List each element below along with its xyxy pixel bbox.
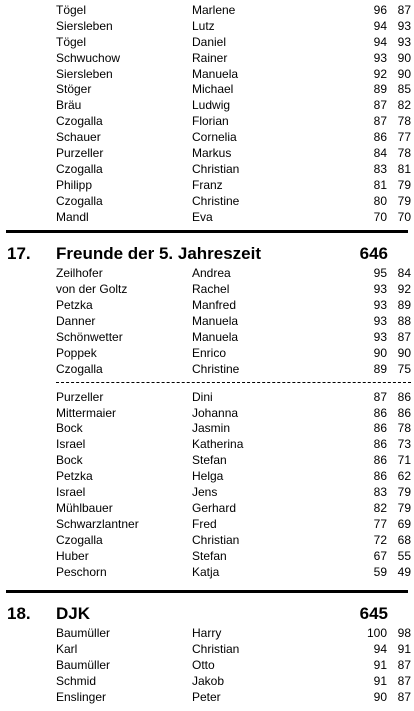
score-2: 87 xyxy=(397,658,411,673)
last-name: Tögel xyxy=(56,34,87,49)
team-section xyxy=(0,593,414,705)
score-2: 87 xyxy=(397,674,411,689)
team-section xyxy=(0,233,414,580)
score-2: 86 xyxy=(397,389,411,404)
team-header xyxy=(0,601,414,626)
score-1: 80 xyxy=(373,193,387,208)
score-1: 89 xyxy=(373,82,387,97)
last-name: Czogalla xyxy=(56,361,103,376)
member-row xyxy=(0,642,414,658)
member-row xyxy=(0,690,414,706)
first-name: Katja xyxy=(192,564,220,579)
last-name: Czogalla xyxy=(56,114,103,129)
score-1: 91 xyxy=(373,674,387,689)
first-name: Eva xyxy=(192,209,213,224)
team-total: 646 xyxy=(359,244,388,264)
last-name: Czogalla xyxy=(56,161,103,176)
member-row xyxy=(0,298,414,314)
score-1: 92 xyxy=(373,66,387,81)
first-name: Gerhard xyxy=(192,500,237,515)
last-name: Israel xyxy=(56,437,86,452)
member-row xyxy=(0,282,414,298)
first-name: Christine xyxy=(192,361,240,376)
member-row xyxy=(0,314,414,330)
score-2: 87 xyxy=(397,3,411,17)
score-2: 84 xyxy=(397,266,411,281)
first-name: Lutz xyxy=(192,18,215,33)
first-name: Katherina xyxy=(192,437,244,452)
first-name: Markus xyxy=(192,146,232,161)
member-row xyxy=(0,626,414,642)
member-row xyxy=(0,658,414,674)
first-name: Christian xyxy=(192,642,240,657)
member-row xyxy=(0,390,414,406)
member-row xyxy=(0,3,414,19)
member-row xyxy=(0,549,414,565)
score-2: 69 xyxy=(397,516,411,531)
first-name: Enrico xyxy=(192,345,227,360)
score-2: 90 xyxy=(397,50,411,65)
member-row xyxy=(0,19,414,35)
team-rank: 18. xyxy=(7,604,31,624)
score-1: 59 xyxy=(373,564,387,579)
last-name: Danner xyxy=(56,314,96,329)
score-1: 82 xyxy=(373,500,387,515)
last-name: Poppek xyxy=(56,345,97,360)
member-row xyxy=(0,453,414,469)
last-name: Peschorn xyxy=(56,564,107,579)
last-name: Schönwetter xyxy=(56,330,123,345)
member-row xyxy=(0,114,414,130)
member-row xyxy=(0,162,414,178)
team-rank: 17. xyxy=(7,244,31,264)
first-name: Marlene xyxy=(192,3,236,17)
score-2: 85 xyxy=(397,82,411,97)
score-2: 79 xyxy=(397,193,411,208)
score-2: 87 xyxy=(397,689,411,704)
score-1: 86 xyxy=(373,453,387,468)
member-row xyxy=(0,98,414,114)
score-2: 81 xyxy=(397,161,411,176)
score-1: 86 xyxy=(373,421,387,436)
score-1: 87 xyxy=(373,114,387,129)
member-row xyxy=(0,51,414,67)
score-1: 86 xyxy=(373,469,387,484)
last-name: Tögel xyxy=(56,3,87,17)
first-name: Andrea xyxy=(192,266,231,281)
member-list xyxy=(0,266,414,377)
score-2: 70 xyxy=(397,209,411,224)
score-1: 100 xyxy=(366,626,387,641)
last-name: Philipp xyxy=(56,177,93,192)
last-name: Bock xyxy=(56,421,83,436)
score-1: 96 xyxy=(373,3,387,17)
member-row xyxy=(0,437,414,453)
first-name: Cornelia xyxy=(192,130,237,145)
score-2: 79 xyxy=(397,500,411,515)
first-name: Manuela xyxy=(192,330,239,345)
score-1: 93 xyxy=(373,314,387,329)
member-row xyxy=(0,194,414,210)
member-row xyxy=(0,362,414,378)
last-name: Siersleben xyxy=(56,66,113,81)
first-name: Peter xyxy=(192,689,221,704)
score-1: 94 xyxy=(373,18,387,33)
scoring-cutoff-divider xyxy=(56,382,411,383)
member-row xyxy=(0,330,414,346)
last-name: Bock xyxy=(56,453,83,468)
first-name: Stefan xyxy=(192,453,227,468)
score-1: 83 xyxy=(373,485,387,500)
last-name: Baumüller xyxy=(56,626,111,641)
member-row xyxy=(0,533,414,549)
last-name: Schauer xyxy=(56,130,101,145)
first-name: Manfred xyxy=(192,298,237,313)
score-2: 98 xyxy=(397,626,411,641)
last-name: Baumüller xyxy=(56,658,111,673)
score-2: 78 xyxy=(397,146,411,161)
score-2: 77 xyxy=(397,130,411,145)
last-name: Czogalla xyxy=(56,532,103,547)
member-row xyxy=(0,178,414,194)
first-name: Jakob xyxy=(192,674,225,689)
team-section xyxy=(0,0,414,225)
score-1: 86 xyxy=(373,437,387,452)
score-1: 87 xyxy=(373,98,387,113)
score-1: 90 xyxy=(373,345,387,360)
score-1: 86 xyxy=(373,405,387,420)
first-name: Manuela xyxy=(192,314,239,329)
member-row xyxy=(0,406,414,422)
score-1: 81 xyxy=(373,177,387,192)
score-2: 86 xyxy=(397,405,411,420)
last-name: Schwuchow xyxy=(56,50,121,65)
member-row xyxy=(0,35,414,51)
score-1: 87 xyxy=(373,389,387,404)
last-name: Enslinger xyxy=(56,689,107,704)
last-name: Petzka xyxy=(56,469,93,484)
score-2: 90 xyxy=(397,66,411,81)
last-name: Czogalla xyxy=(56,193,103,208)
member-row xyxy=(0,469,414,485)
first-name: Michael xyxy=(192,82,234,97)
first-name: Rachel xyxy=(192,282,230,297)
first-name: Jasmin xyxy=(192,421,231,436)
score-1: 89 xyxy=(373,361,387,376)
score-1: 94 xyxy=(373,642,387,657)
first-name: Ludwig xyxy=(192,98,231,113)
last-name: Huber xyxy=(56,548,89,563)
team-header xyxy=(0,241,414,266)
score-2: 55 xyxy=(397,548,411,563)
score-2: 89 xyxy=(397,298,411,313)
member-row xyxy=(0,421,414,437)
score-2: 88 xyxy=(397,314,411,329)
first-name: Stefan xyxy=(192,548,227,563)
first-name: Florian xyxy=(192,114,229,129)
last-name: Israel xyxy=(56,485,86,500)
member-row xyxy=(0,346,414,362)
score-2: 75 xyxy=(397,361,411,376)
first-name: Otto xyxy=(192,658,215,673)
member-row xyxy=(0,210,414,226)
score-2: 78 xyxy=(397,421,411,436)
score-1: 86 xyxy=(373,130,387,145)
last-name: von der Goltz xyxy=(56,282,128,297)
last-name: Bräu xyxy=(56,98,82,113)
first-name: Franz xyxy=(192,177,223,192)
score-1: 93 xyxy=(373,282,387,297)
score-2: 49 xyxy=(397,564,411,579)
first-name: Helga xyxy=(192,469,224,484)
score-1: 83 xyxy=(373,161,387,176)
member-row xyxy=(0,67,414,83)
score-1: 84 xyxy=(373,146,387,161)
score-2: 90 xyxy=(397,345,411,360)
first-name: Harry xyxy=(192,626,222,641)
first-name: Jens xyxy=(192,485,218,500)
score-2: 82 xyxy=(397,98,411,113)
last-name: Schmid xyxy=(56,674,97,689)
score-1: 93 xyxy=(373,298,387,313)
score-1: 95 xyxy=(373,266,387,281)
member-row xyxy=(0,485,414,501)
first-name: Johanna xyxy=(192,405,239,420)
score-2: 87 xyxy=(397,330,411,345)
score-1: 93 xyxy=(373,50,387,65)
score-2: 71 xyxy=(397,453,411,468)
score-2: 62 xyxy=(397,469,411,484)
member-row xyxy=(0,517,414,533)
first-name: Fred xyxy=(192,516,217,531)
member-row xyxy=(0,130,414,146)
member-list xyxy=(0,390,414,581)
score-2: 73 xyxy=(397,437,411,452)
member-list xyxy=(0,626,414,705)
member-row xyxy=(0,674,414,690)
score-1: 90 xyxy=(373,689,387,704)
first-name: Christian xyxy=(192,161,240,176)
member-row xyxy=(0,146,414,162)
score-2: 93 xyxy=(397,18,411,33)
first-name: Manuela xyxy=(192,66,239,81)
member-row xyxy=(0,565,414,581)
score-1: 70 xyxy=(373,209,387,224)
last-name: Mittermaier xyxy=(56,405,117,420)
score-2: 79 xyxy=(397,177,411,192)
first-name: Daniel xyxy=(192,34,227,49)
last-name: Purzeller xyxy=(56,146,104,161)
last-name: Mandl xyxy=(56,209,89,224)
member-row xyxy=(0,266,414,282)
score-2: 68 xyxy=(397,532,411,547)
score-2: 92 xyxy=(397,282,411,297)
first-name: Rainer xyxy=(192,50,228,65)
score-2: 78 xyxy=(397,114,411,129)
last-name: Mühlbauer xyxy=(56,500,113,515)
team-total: 645 xyxy=(359,604,388,624)
last-name: Purzeller xyxy=(56,389,104,404)
score-2: 91 xyxy=(397,642,411,657)
first-name: Dini xyxy=(192,389,213,404)
last-name: Schwarzlantner xyxy=(56,516,139,531)
first-name: Christian xyxy=(192,532,240,547)
score-2: 93 xyxy=(397,34,411,49)
member-row xyxy=(0,501,414,517)
score-1: 93 xyxy=(373,330,387,345)
score-1: 67 xyxy=(373,548,387,563)
first-name: Christine xyxy=(192,193,240,208)
last-name: Karl xyxy=(56,642,78,657)
score-2: 79 xyxy=(397,485,411,500)
last-name: Petzka xyxy=(56,298,93,313)
team-name: Freunde der 5. Jahreszeit xyxy=(56,244,262,264)
member-row xyxy=(0,82,414,98)
team-name: DJK xyxy=(56,604,91,624)
member-list xyxy=(0,3,414,225)
score-1: 77 xyxy=(373,516,387,531)
score-1: 91 xyxy=(373,658,387,673)
last-name: Siersleben xyxy=(56,18,113,33)
last-name: Stöger xyxy=(56,82,92,97)
score-1: 72 xyxy=(373,532,387,547)
last-name: Zeilhofer xyxy=(56,266,103,281)
score-1: 94 xyxy=(373,34,387,49)
